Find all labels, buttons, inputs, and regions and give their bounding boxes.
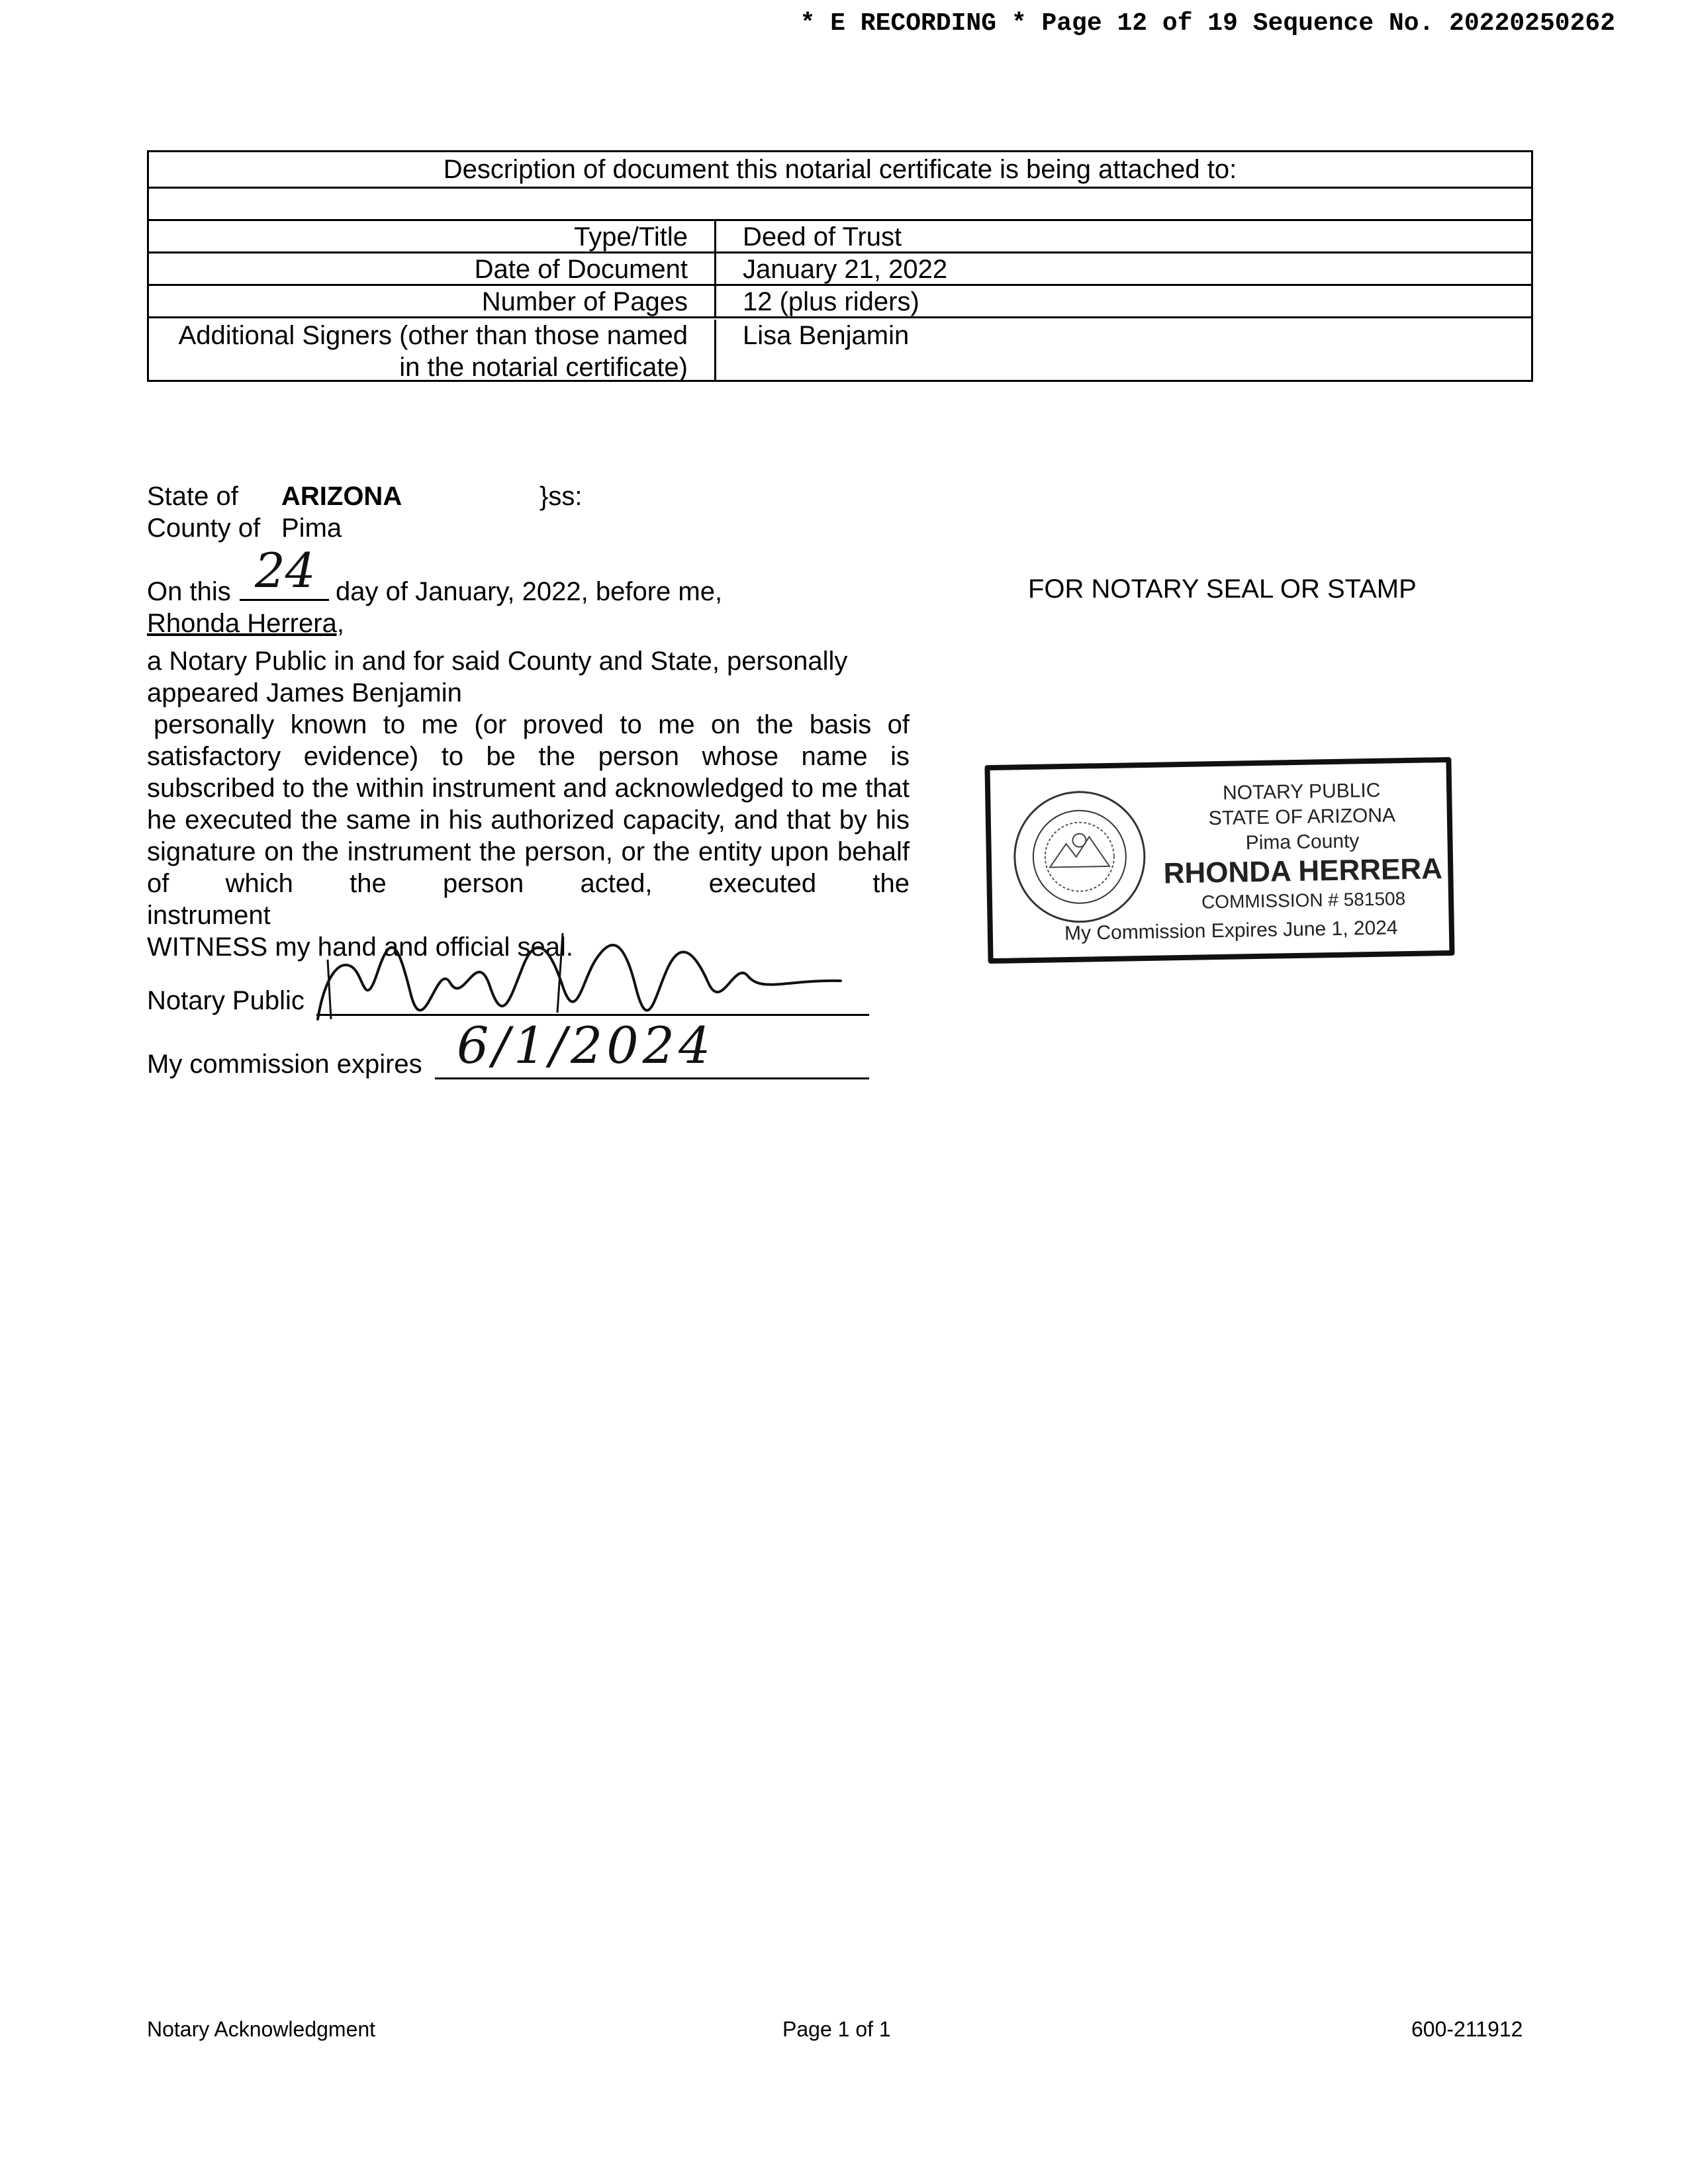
- row-label-line2: in the notarial certificate): [399, 353, 688, 382]
- recording-header: * E RECORDING * Page 12 of 19 Sequence No. 20220250262: [800, 9, 1615, 38]
- notary-stamp: [984, 757, 1454, 964]
- stamp-notary-name: RHONDA HERRERA: [1163, 852, 1443, 890]
- notary-line: a Notary Public in and for said County and State, personally: [147, 647, 848, 676]
- notary-public-label: Notary Public: [147, 986, 305, 1015]
- state-label: State of: [147, 482, 238, 511]
- row-value: Lisa Benjamin: [743, 321, 910, 350]
- body-end: instrument: [147, 901, 271, 930]
- county-value: Pima: [281, 514, 342, 543]
- footer-left: Notary Acknowledgment: [147, 2017, 376, 2041]
- witness-line: WITNESS my hand and official seal.: [147, 933, 573, 962]
- seal-area-label: FOR NOTARY SEAL OR STAMP: [1028, 574, 1417, 604]
- county-label: County of: [147, 514, 261, 543]
- state-value: ARIZONA: [281, 482, 402, 511]
- row-label: Date of Document: [149, 253, 716, 284]
- stamp-line-state: STATE OF ARIZONA: [1208, 804, 1396, 830]
- state-seal-icon: [1009, 786, 1150, 928]
- row-label: Number of Pages: [149, 286, 716, 316]
- handwritten-commission-date: 6/1/2024: [457, 1016, 715, 1075]
- day-blank-line: [240, 599, 329, 601]
- table-row: [149, 284, 1531, 316]
- footer-right: 600-211912: [1411, 2017, 1523, 2041]
- notary-signature: [311, 920, 867, 1026]
- table-row: [149, 219, 1531, 251]
- table-row: [149, 316, 1531, 380]
- commission-expires-label: My commission expires: [147, 1050, 422, 1079]
- stamp-line-county: Pima County: [1245, 830, 1360, 854]
- table-heading-row: [149, 152, 1531, 187]
- stamp-line-notary-public: NOTARY PUBLIC: [1222, 779, 1381, 804]
- stamp-commission-number: COMMISSION # 581508: [1201, 888, 1406, 913]
- table-blank-row: [149, 187, 1531, 219]
- footer-page-number: Page 1 of 1: [782, 2017, 891, 2041]
- notary-name: Rhonda Herrera,: [147, 609, 344, 638]
- document-description-table: [147, 150, 1533, 382]
- acknowledgment-body: [147, 645, 910, 963]
- appeared-line: appeared James Benjamin: [147, 678, 462, 707]
- ss-marker: }ss:: [539, 482, 583, 511]
- row-value: Deed of Trust: [743, 222, 902, 251]
- row-label-line1: Additional Signers (other than those named: [178, 321, 688, 350]
- stamp-text-block: [1159, 777, 1446, 915]
- row-value: 12 (plus riders): [743, 287, 919, 316]
- table-row: [149, 251, 1531, 284]
- commission-line: [435, 1077, 869, 1079]
- stamp-expiration: My Commission Expires June 1, 2024: [1064, 917, 1398, 945]
- table-heading: Description of document this notarial certificate is being attached to:: [443, 155, 1237, 184]
- body-text: personally known to me (or proved to me on the basis of satisfactory evidence) to be the person whose name is subscribed to the within instrument and acknowledged to me that he executed the same in his authorized capacity, and that by his signature on the instrument the person, or the entity upon behalf of which the person acted, executed the: [147, 710, 910, 898]
- row-label: [149, 320, 716, 380]
- on-this-label: On this: [147, 577, 231, 606]
- row-value: January 21, 2022: [743, 255, 948, 284]
- handwritten-day: 24: [255, 543, 316, 598]
- day-of-january-text: day of January, 2022, before me,: [336, 577, 723, 606]
- row-label: Type/Title: [149, 221, 716, 251]
